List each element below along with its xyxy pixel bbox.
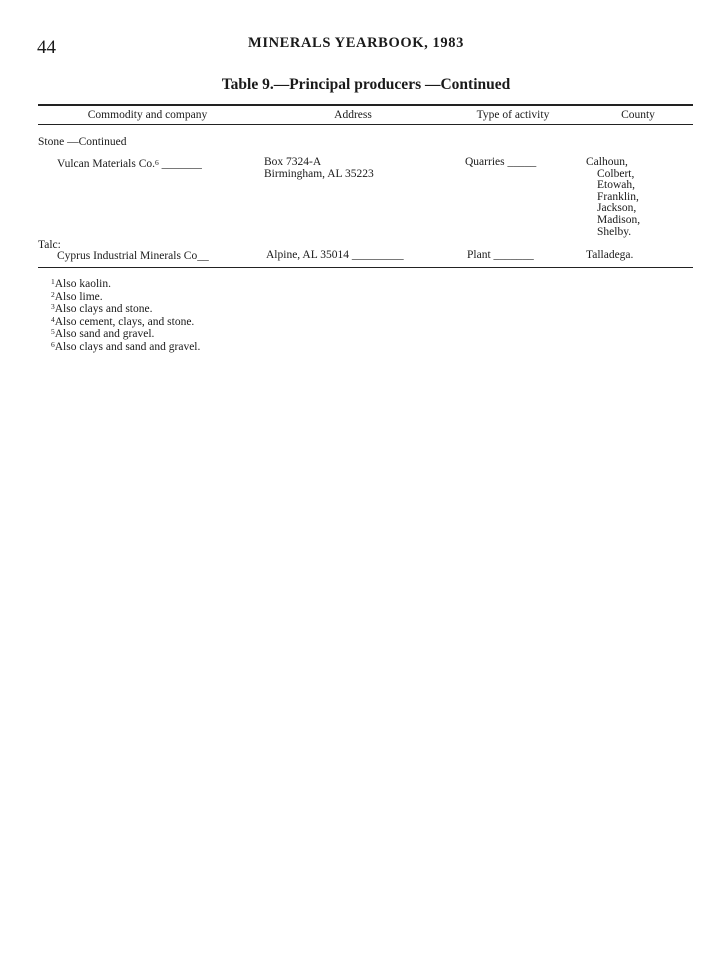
county-item: Jackson, xyxy=(597,202,637,215)
footnote-marker: 6 xyxy=(51,339,55,349)
footnote-marker: 3 xyxy=(51,302,55,311)
table-bottom-rule xyxy=(38,267,693,268)
address-line: Birmingham, AL 35223 xyxy=(264,168,374,180)
company-label: Vulcan Materials Co. xyxy=(57,158,155,170)
footnote xyxy=(51,316,200,329)
company-name xyxy=(57,251,209,263)
activity-cell xyxy=(467,250,534,262)
county-list xyxy=(586,157,640,238)
footnote-text: Also clays and stone. xyxy=(54,303,153,315)
footnote-text: Also lime. xyxy=(54,290,103,303)
county-item: Shelby. xyxy=(597,225,632,238)
section-heading-talc: Talc: xyxy=(38,239,61,251)
table-top-rule xyxy=(38,104,693,106)
county-item: Madison, xyxy=(597,213,641,226)
county-list xyxy=(586,250,633,262)
table-header-rule xyxy=(38,124,693,125)
address-cell xyxy=(266,250,404,262)
county-item: Colbert, xyxy=(597,167,635,180)
county-item: Talladega. xyxy=(586,249,634,261)
company-label: Cyprus Industrial Minerals Co xyxy=(57,250,198,262)
footnote-list xyxy=(51,278,200,353)
leader-dots: _____ xyxy=(507,156,537,168)
footnote-marker: 5 xyxy=(51,327,55,336)
address-line: Box 7324-A xyxy=(264,156,322,168)
column-header-commodity: Commodity and company xyxy=(87,109,208,121)
footnote-marker: 4 xyxy=(51,314,55,324)
leader-dots: _______ xyxy=(161,158,202,170)
footnote xyxy=(51,341,200,354)
footnote-text: Also clays and sand and gravel. xyxy=(54,340,201,353)
county-item: Calhoun, xyxy=(586,156,628,168)
leader-dots: __ xyxy=(197,250,209,262)
column-header-county: County xyxy=(621,109,655,121)
footnote xyxy=(51,278,200,291)
footnote xyxy=(51,291,200,304)
footnote xyxy=(51,328,200,341)
county-item: Etowah, xyxy=(597,179,636,192)
address-line: Alpine, AL 35014 xyxy=(266,249,349,261)
column-header-address: Address xyxy=(334,109,372,121)
activity-label: Plant xyxy=(467,249,491,261)
column-header-activity: Type of activity xyxy=(476,109,550,121)
footnote-ref: 6 xyxy=(155,158,159,167)
footnote-text: Also cement, clays, and stone. xyxy=(54,315,195,328)
table-title: Table 9.—Principal producers —Continued xyxy=(221,76,511,93)
company-name xyxy=(57,159,202,171)
leader-dots: _______ xyxy=(493,249,534,261)
running-head: MINERALS YEARBOOK, 1983 xyxy=(248,35,464,51)
footnote xyxy=(51,303,200,316)
footnote-text: Also kaolin. xyxy=(54,278,111,290)
section-heading-stone: Stone —Continued xyxy=(38,136,127,148)
leader-dots: _________ xyxy=(351,249,404,261)
activity-cell xyxy=(465,157,536,169)
page-number: 44 xyxy=(37,37,56,58)
footnote-marker: 1 xyxy=(51,277,55,286)
footnote-marker: 2 xyxy=(51,289,55,299)
activity-label: Quarries xyxy=(465,156,505,168)
footnote-text: Also sand and gravel. xyxy=(54,328,155,340)
county-item: Franklin, xyxy=(597,190,639,203)
